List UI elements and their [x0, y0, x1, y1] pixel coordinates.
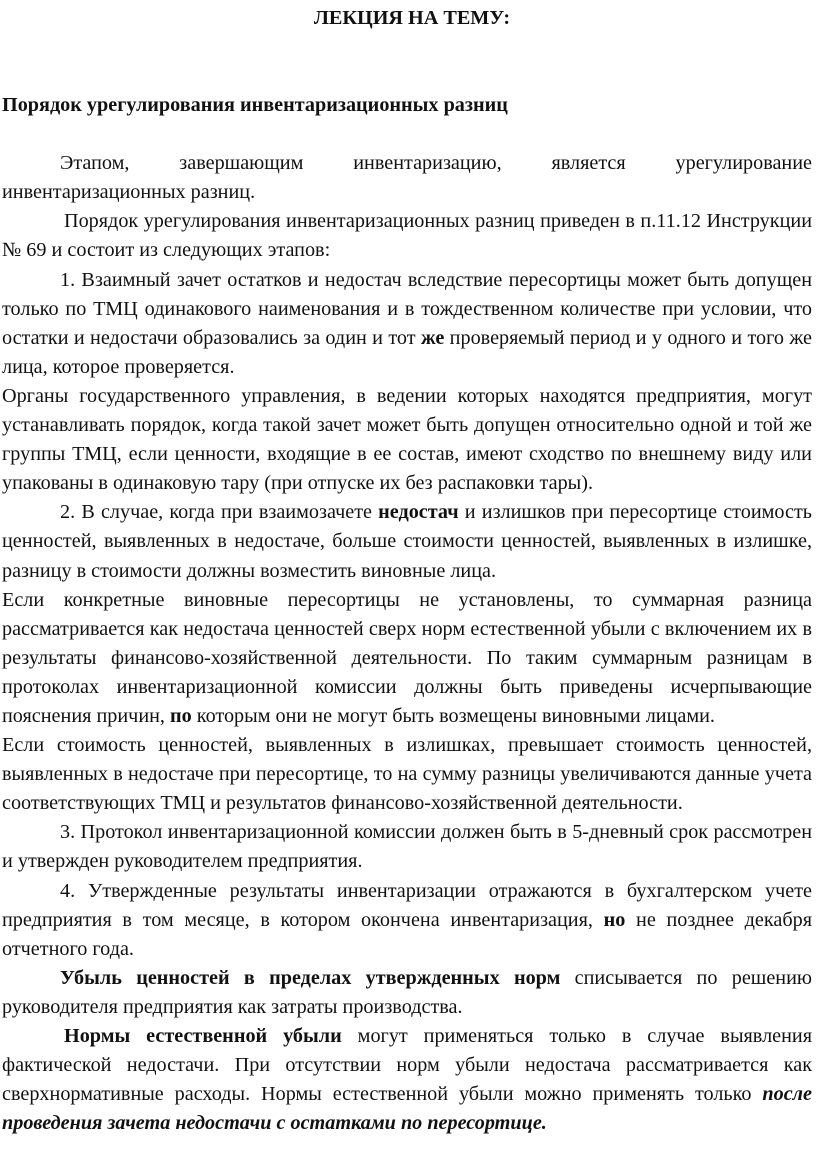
paragraph-surplus: Если стоимость ценностей, выявленных в излишках, превышает стоимость ценностей, выявленных в недостаче при пересортице, то на сумму разницы увеличиваются данные учета соответствующих ТМЦ и результатов финансово-хозяйственной деятельности. [2, 734, 812, 815]
natural-loss-text: могут применяться только в случае выявления фактической недостачи. При отсутствии норм убыли недостача рассматривается как сверхнормативные расходы. Нормы естественной убыли можно применять только [2, 1025, 813, 1106]
paragraph-step-3: 3. Протокол инвентаризационной комиссии должен быть в 5-дневный срок рассмотрен и утвержден руководителем предприятия. [2, 821, 812, 873]
paragraph-loss-within-norms [2, 964, 812, 1022]
section-heading: Порядок урегулирования инвентаризационных разниц [2, 94, 508, 117]
step-1-text-end: проверяемый период и у одного и того же лица, которое проверяется. [2, 326, 812, 378]
culprits-text-end: которым они не могут быть возмещены виновными лицами. [191, 704, 715, 727]
culprits-text: Если конкретные виновные пересортицы не установлены, то суммарная разница рассматривается как недостача ценностей сверх норм естественной убыли с включением их в результаты финансово-хозяйственной деятельности. По таким суммарным разницам в протоколах инвентаризационной комиссии должны быть приведены исчерпывающие пояснения причин, [2, 588, 812, 727]
loss-norms-emphasis: Убыль ценностей в пределах утвержденных норм [60, 966, 561, 989]
step-4-text: 4. Утвержденные результаты инвентаризации отражаются в бухгалтерском учете предприятия в том месяце, в котором окончена инвентаризация, [2, 879, 812, 931]
lecture-title: ЛЕКЦИЯ НА ТЕМУ: [313, 7, 511, 29]
paragraph-step-2 [2, 498, 812, 585]
step-2-text: 2. В случае, когда при взаимозачете [60, 501, 379, 524]
paragraph-step-4 [2, 877, 812, 964]
step-1-text: 1. Взаимный зачет остатков и недостач вследствие пересортицы может быть допущен только по ТМЦ одинакового наименования и в тождественном количестве при условии, что остатки и недостачи образовались за один и тот [2, 268, 812, 349]
paragraph-intro: Этапом, завершающим инвентаризацию, является урегулирование инвентаризационных разниц. [2, 152, 812, 204]
paragraph-natural-loss-norms [2, 1022, 812, 1138]
natural-loss-emphasis: Нормы естественной убыли [64, 1025, 342, 1047]
step-4-text-end: не позднее декабря отчетного года. [2, 908, 812, 960]
step-1-emphasis: же [420, 326, 445, 349]
paragraph-instruction-ref: Порядок урегулирования инвентаризационных разниц приведен в п.11.12 Инструкции № 69 и состоит из следующих этапов: [2, 210, 812, 262]
step-2-emphasis: недостач [378, 501, 459, 524]
paragraph-culprits-unknown [2, 586, 812, 731]
paragraph-step-1 [2, 266, 812, 382]
natural-loss-italic-emphasis: после проведения зачета недостачи с остатками по пересортице. [2, 1083, 812, 1135]
loss-norms-text: списывается по решению руководителя предприятия как затраты производства. [2, 966, 812, 1018]
step-4-emphasis: но [603, 908, 626, 931]
paragraph-government-bodies: Органы государственного управления, в ведении которых находятся предприятия, могут устанавливать порядок, когда такой зачет может быть допущен относительно одной и той же группы ТМЦ, если ценности, входящие в ее состав, имеют сходство по внешнему виду или упакованы в одинаковую тару (при отпуске их без распаковки тары). [2, 384, 812, 495]
step-2-text-end: и излишков при пересортице стоимость ценностей, выявленных в недостаче, больше стоимости ценностей, выявленных в излишке, разницу в стоимости должны возместить виновные лица. [2, 501, 812, 582]
culprits-emphasis: по [170, 704, 192, 727]
